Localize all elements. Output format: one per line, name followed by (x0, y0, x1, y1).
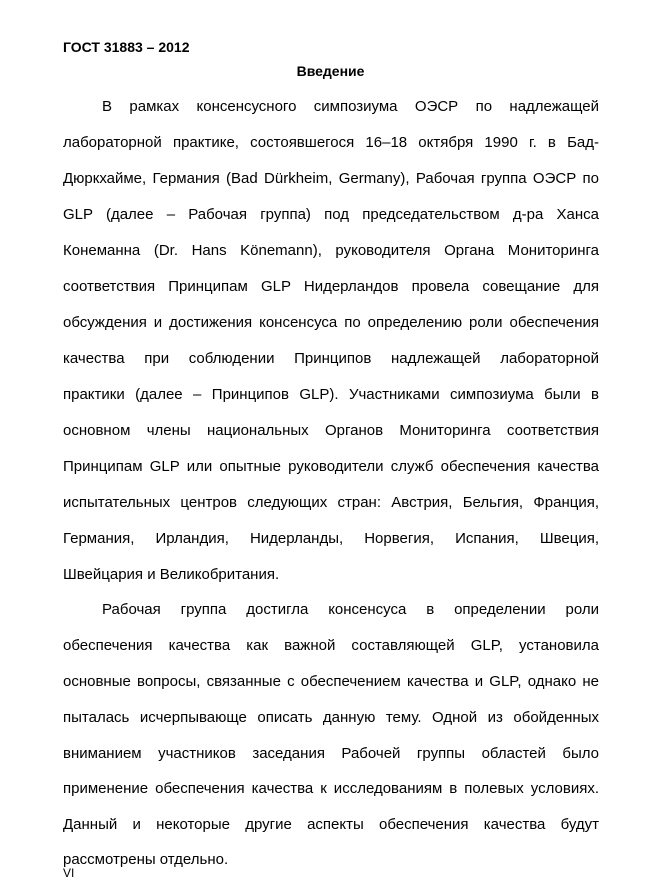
paragraph-2-line-6: применение обеспечения качества к исследованиям в полевых условиях. (63, 780, 599, 797)
paragraph-1-line-9: практики (далее – Принципов GLP). Участниками симпозиума были в (63, 386, 599, 403)
paragraph-2-line-2: обеспечения качества как важной составляющей GLP, установила (63, 637, 599, 654)
paragraph-2-line-7: Данный и некоторые другие аспекты обеспечения качества будут (63, 816, 599, 833)
paragraph-1-line-10: основном члены национальных Органов Мониторинга соответствия (63, 422, 599, 439)
paragraph-1-line-2: лабораторной практике, состоявшегося 16–18 октября 1990 г. в Бад- (63, 134, 599, 151)
paragraph-1-line-4: GLP (далее – Рабочая группа) под председательством д-ра Ханса (63, 206, 599, 223)
paragraph-1-line-8: качества при соблюдении Принципов надлежащей лабораторной (63, 350, 599, 367)
paragraph-1-line-1: В рамках консенсусного симпозиума ОЭСР по надлежащей (102, 98, 599, 115)
paragraph-1-line-7: обсуждения и достижения консенсуса по определению роли обеспечения (63, 314, 599, 331)
paragraph-2-line-5: вниманием участников заседания Рабочей группы областей было (63, 745, 599, 762)
paragraph-2-line-8: рассмотрены отдельно. (63, 851, 229, 868)
paragraph-1-line-5: Конеманна (Dr. Hans Könemann), руководителя Органа Мониторинга (63, 242, 599, 259)
paragraph-1-line-3: Дюркхайме, Германия (Bad Dürkheim, Germany), Рабочая группа ОЭСР по (63, 170, 599, 187)
section-title: Введение (296, 63, 365, 79)
paragraph-1-line-13: Германия, Ирландия, Нидерланды, Норвегия, Испания, Швеция, (63, 530, 599, 547)
paragraph-1-line-14: Швейцария и Великобритания. (63, 566, 280, 583)
paragraph-1-line-11: Принципам GLP или опытные руководители служб обеспечения качества (63, 458, 599, 475)
paragraph-2-line-1: Рабочая группа достигла консенсуса в определении роли (102, 601, 599, 618)
standard-id-header: ГОСТ 31883 – 2012 (63, 39, 190, 55)
paragraph-1-line-6: соответствия Принципам GLP Нидерландов провела совещание для (63, 278, 599, 295)
paragraph-2-line-4: пыталась исчерпывающе описать данную тему. Одной из обойденных (63, 709, 599, 726)
paragraph-2-line-3: основные вопросы, связанные с обеспечением качества и GLP, однако не (63, 673, 599, 690)
page-number: VI (63, 866, 75, 880)
paragraph-1-line-12: испытательных центров следующих стран: Австрия, Бельгия, Франция, (63, 494, 599, 511)
